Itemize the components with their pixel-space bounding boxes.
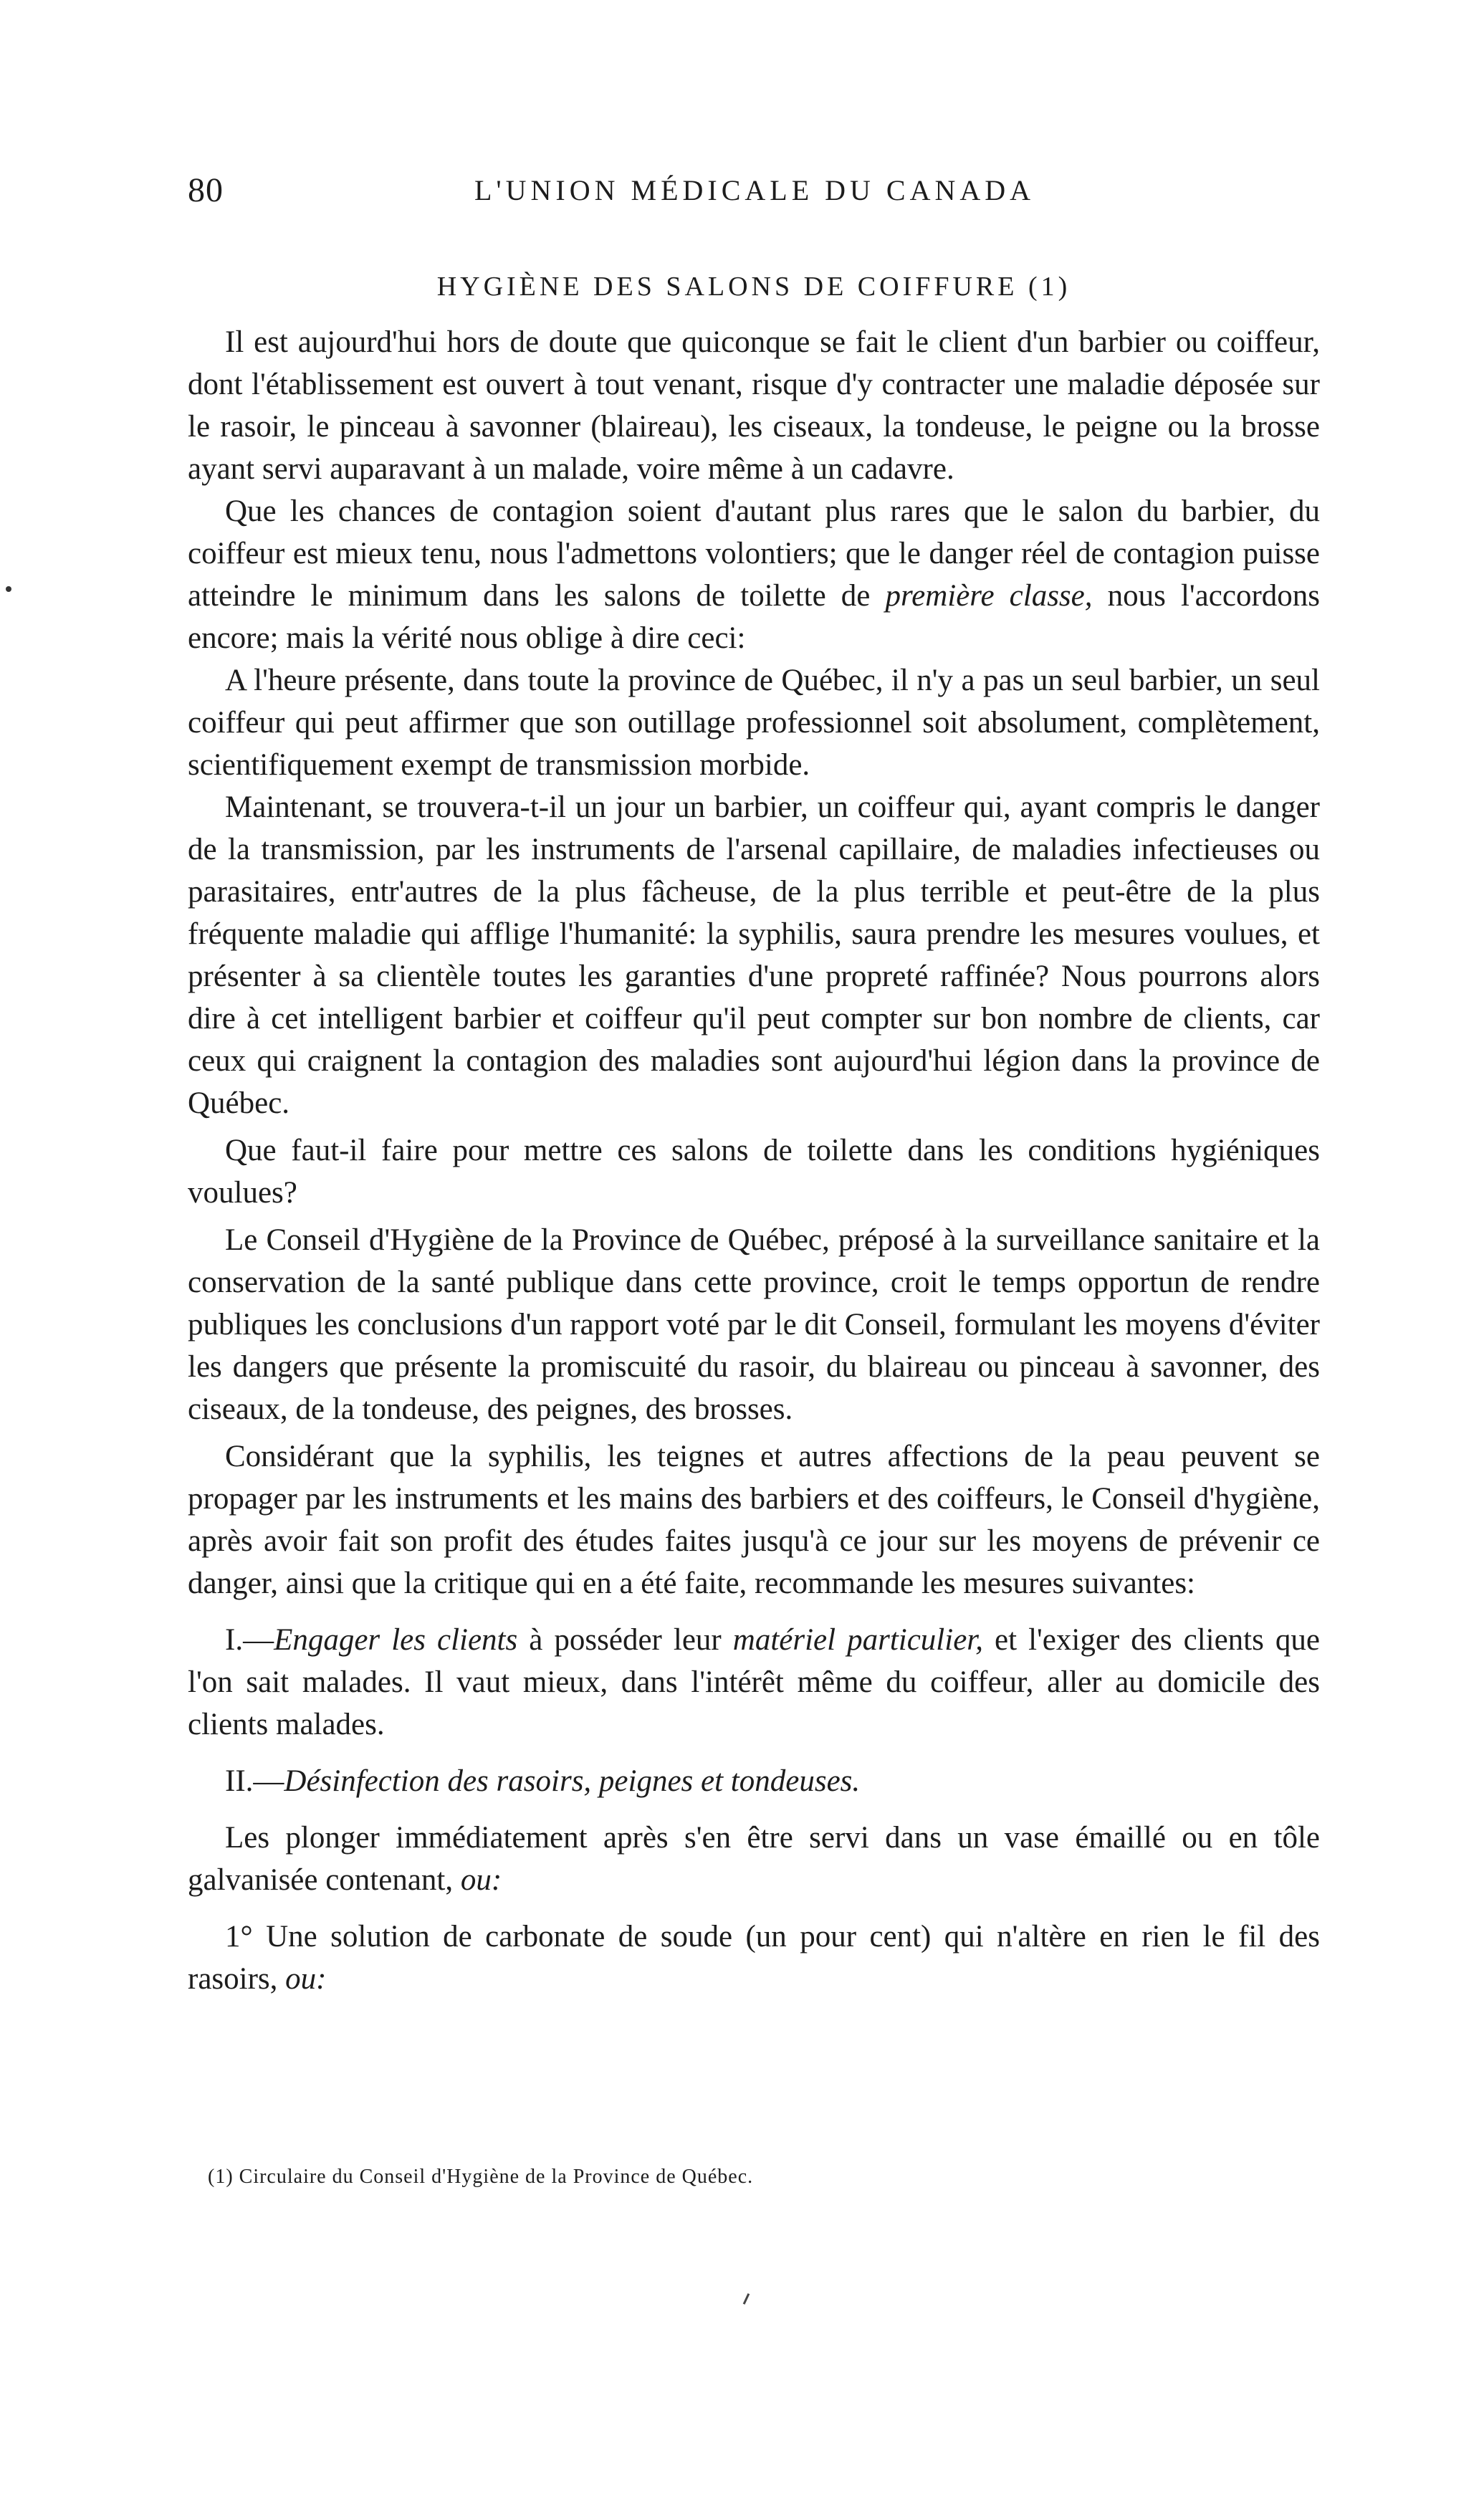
paragraph-5: Que faut-il faire pour mettre ces salons de toilette dans les conditions hygiéniques voulues? [188,1134,1320,1210]
paragraph-3: A l'heure présente, dans toute la province de Québec, il n'y a pas un seul barbier, un seul coiffeur qui peut affirmer que son outillage professionnel soit absolument, complètement, scientifiquement exempt de transmission morbide. [188,664,1320,782]
paragraph-7: Considérant que la syphilis, les teignes et autres affections de la peau peuvent se propager par les instruments et les mains des barbiers et des coiffeurs, le Conseil d'hygiène, après avoir fait son profit des études faites jusqu'à ce jour sur les moyens de prévenir ce danger, ainsi que la critique qui en a été faite, recommande les mesures suivantes: [188,1440,1320,1600]
paragraph-4: Maintenant, se trouvera-t-il un jour un barbier, un coiffeur qui, ayant compris le danger de la transmission, par les instruments de l'arsenal capillaire, de maladies infectieuses ou parasitaires, entr'autres de la plus fâcheuse, de la plus terrible et peut-être de la plus fréquente maladie qui afflige l'humanité: la syphilis, saura prendre les mesures voulues, et présenter à sa clientèle toutes les garanties d'une propreté raffinée? Nous pourrons alors dire à cet intelligent barbier et coiffeur qu'il peut compter sur bon nombre de clients, car ceux qui craignent la contagion des maladies sont aujourd'hui légion dans la province de Québec. [188,790,1320,1120]
running-title: L'UNION MÉDICALE DU CANADA [474,174,1035,206]
paragraph-10 [188,1817,1320,1901]
paragraph-11-emphasis: ou: [285,1962,327,1996]
paragraph-9 [188,1760,1320,1802]
scan-mark [743,2293,750,2305]
paragraph-10-emphasis: ou: [460,1863,502,1897]
paragraph-8-text-b: et l'exiger des clients que l'on sait malades. Il vaut mieux, dans l'intérêt même du coiffeur, aller au domicile des clients malades. [188,1623,1320,1741]
article-title: HYGIÈNE DES SALONS DE COIFFURE (1) [436,272,1071,302]
paragraph-9-number: II.— [225,1764,284,1798]
paragraph-8 [188,1619,1320,1746]
page-header [188,171,1071,214]
page-number: 80 [188,171,224,209]
paragraph-8-number: I.— [225,1623,274,1657]
footnote: (1) Circulaire du Conseil d'Hygiène de la Province de Québec. [208,2166,754,2188]
paragraph-11 [188,1916,1320,2000]
paragraph-2 [188,490,1320,659]
paragraph-8-emphasis-1: Engager les clients [274,1623,518,1657]
paragraph-11-text: 1° Une solution de carbonate de soude (un pour cent) qui n'altère en rien le fil des rasoirs, [188,1920,1320,1996]
paragraph-10-text: Les plonger immédiatement après s'en être servi dans un vase émaillé ou en tôle galvanisée contenant, [188,1821,1320,1897]
article-body [188,321,1320,2005]
paragraph-2-text-a: Que les chances de contagion soient d'autant plus rares que le salon du barbier, du coiffeur est mieux tenu, nous l'admettons volontiers; que le danger réel de contagion puisse atteindre le minimum dans les salons de toilette de [188,494,1320,613]
paragraph-1: Il est aujourd'hui hors de doute que quiconque se fait le client d'un barbier ou coiffeur, dont l'établissement est ouvert à tout venant, risque d'y contracter une maladie déposée sur le rasoir, le pinceau à savonner (blaireau), les ciseaux, la tondeuse, le peigne ou la brosse ayant servi auparavant à un malade, voire même à un cadavre. [188,325,1320,486]
paragraph-6: Le Conseil d'Hygiène de la Province de Québec, préposé à la surveillance sanitaire et la conservation de la santé publique dans cette province, croit le temps opportun de rendre publiques les conclusions d'un rapport voté par le dit Conseil, formulant les moyens d'éviter les dangers que présente la promiscuité du rasoir, du blaireau ou pinceau à savonner, des ciseaux, de la tondeuse, des peignes, des brosses. [188,1223,1320,1426]
scan-speck [6,586,11,592]
paragraph-8-emphasis-2: matériel particulier, [732,1623,984,1657]
paragraph-8-text-a: à posséder leur [517,1623,733,1657]
paragraph-2-emphasis: première classe, [885,579,1093,613]
paragraph-2-text-b: nous l'accordons encore; mais la vérité nous oblige à dire ceci: [188,579,1320,655]
paragraph-9-emphasis: Désinfection des rasoirs, peignes et tondeuses. [284,1764,861,1798]
